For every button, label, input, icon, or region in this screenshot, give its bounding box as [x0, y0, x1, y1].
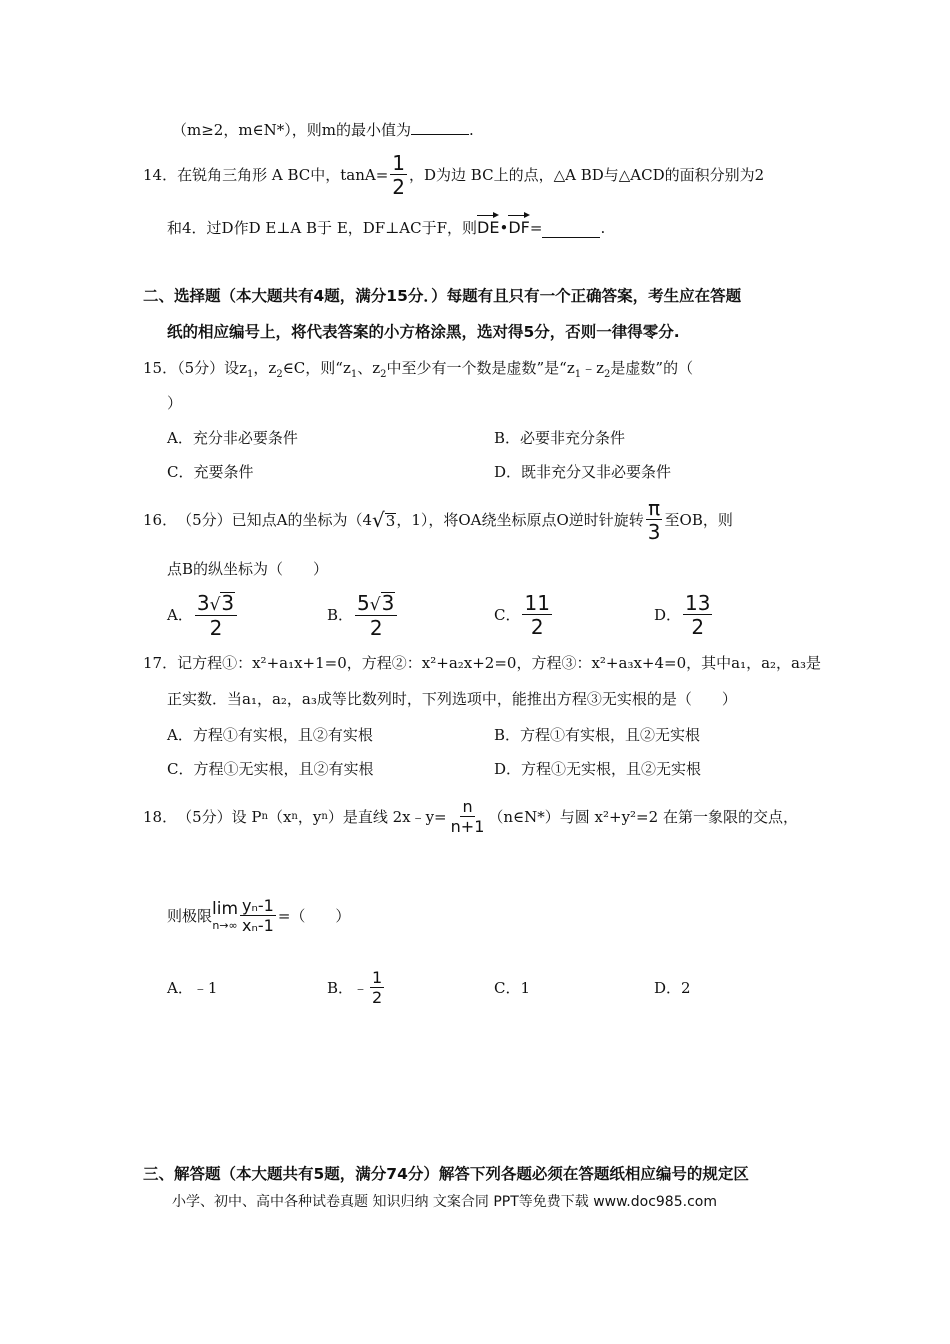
q18-text: （5分）设 P — [177, 808, 262, 826]
question-number: 14． — [143, 166, 178, 184]
q16-option-d — [654, 592, 714, 638]
question-number: 17． — [143, 654, 178, 672]
q15-text: （5分）设z — [177, 359, 248, 377]
fraction — [355, 592, 397, 638]
radicand: 3 — [381, 591, 395, 615]
q14-end: . — [600, 219, 606, 237]
limit-operator — [212, 901, 238, 931]
limit-fraction — [240, 898, 276, 934]
subscript: 2 — [604, 369, 611, 380]
frac-denominator: 2 — [372, 988, 383, 1007]
frac-numerator — [355, 592, 397, 616]
option-b: B．必要非充分条件 — [494, 429, 626, 447]
q17-line1 — [143, 653, 821, 673]
option-a: A．方程①有实根，且②有实根 — [167, 726, 373, 744]
q16-option-a — [167, 592, 239, 638]
option-a: A．﹣1 — [167, 979, 218, 997]
section2-heading-line1: 二、选择题（本大题共有4题，满分15分．）每题有且只有一个正确答案，考生应在答题 — [143, 287, 742, 305]
q17-text: 记方程①：x²+a₁x+1=0，方程②：x²+a₂x+2=0，方程③：x²+a₃x+4=0，其中a₁，a₂，a₃是 — [177, 654, 822, 672]
option-label: D． — [654, 606, 682, 624]
q18-text: ，y — [297, 808, 322, 826]
limit-prefix: 则极限 — [167, 907, 213, 925]
radicand: 3 — [221, 591, 235, 615]
equals-sign: = — [529, 219, 543, 237]
frac-denominator: 2 — [691, 615, 705, 639]
coefficient: 5 — [357, 591, 370, 615]
frac-numerator: 1 — [392, 151, 406, 175]
question-number: 15． — [143, 359, 178, 377]
q13-tail — [172, 120, 474, 140]
fraction — [195, 592, 237, 638]
coefficient: 3 — [196, 591, 210, 615]
question-number: 16． — [143, 511, 178, 529]
q14-line2 — [167, 214, 605, 238]
radicand: 3 — [385, 512, 396, 531]
q14-text-b: ，D为边 BC上的点，△A BD与△ACD的面积分别为2 — [409, 166, 765, 184]
q15-text: ﹣z — [581, 359, 605, 377]
frac-numerator: yₙ-1 — [242, 896, 274, 915]
dot-product-sign: • — [499, 219, 509, 237]
option-c: C．1 — [494, 979, 531, 997]
frac-denominator: 2 — [209, 616, 223, 640]
q13-end: . — [469, 121, 474, 139]
subscript: 2 — [276, 369, 283, 380]
fraction-pi-over-3 — [646, 498, 663, 542]
q16-text-a: （5分）已知点A的坐标为（4 — [177, 511, 373, 529]
option-d: D．2 — [654, 979, 691, 997]
frac-denominator: 2 — [392, 175, 406, 199]
subscript: n — [321, 811, 328, 822]
subscript: n — [261, 811, 268, 822]
option-b — [327, 966, 386, 1010]
option-c: C．方程①无实根，且②有实根 — [167, 760, 374, 778]
q15-close-paren: ） — [167, 394, 183, 412]
answer-blank — [542, 223, 600, 238]
q16-line1 — [143, 497, 733, 543]
frac-denominator: 2 — [369, 616, 383, 640]
option-d: D．既非充分又非必要条件 — [494, 463, 672, 481]
sqrt-icon: √ 3 — [209, 591, 235, 615]
q18-text: ）是直线 2x﹣y= — [327, 808, 447, 826]
frac-denominator: n+1 — [450, 817, 485, 836]
frac-numerator: π — [648, 496, 661, 520]
frac-denominator: 2 — [530, 615, 544, 639]
lim-subscript: n→∞ — [212, 919, 238, 932]
lim-word: lim — [212, 899, 239, 919]
q18-text: （x — [267, 808, 292, 826]
q14-line1 — [143, 151, 765, 199]
q15-line1 — [143, 358, 693, 385]
q16-option-c — [494, 592, 554, 638]
q18-line1 — [143, 795, 798, 839]
limit-suffix: =（ ） — [277, 907, 351, 925]
section2-heading-line2: 纸的相应编号上，将代表答案的小方格涂黑，选对得5分，否则一律得零分. — [167, 323, 680, 341]
q15-text: 是虚数”的（ — [610, 359, 694, 377]
fraction-n-over-n-plus-1 — [449, 799, 487, 835]
frac-numerator: 11 — [524, 591, 550, 615]
section3-heading: 三、解答题（本大题共有5题，满分74分）解答下列各题必须在答题纸相应编号的规定区 — [143, 1165, 749, 1183]
footer-watermark: 小学、初中、高中各种试卷真题 知识归纳 文案合同 PPT等免费下载 www.doc985.com — [172, 1194, 717, 1210]
q15-text: ∈C，则“z — [282, 359, 351, 377]
q14-text-c: 和4．过D作D E⊥A B于 E，DF⊥AC于F，则 — [167, 219, 478, 237]
sqrt-three: √ 3 — [372, 508, 396, 532]
frac-numerator: 13 — [685, 591, 711, 615]
q16-text-c: 至OB，则 — [664, 511, 733, 529]
q18-limit-line — [167, 888, 350, 944]
q15-text: 中至少有一个数是虚数”是“z — [386, 359, 575, 377]
option-c: C．充要条件 — [167, 463, 254, 481]
answer-blank — [411, 120, 469, 135]
option-d: D．方程①无实根，且②无实根 — [494, 760, 702, 778]
q17-line2: 正实数．当a₁，a₂，a₃成等比数列时，下列选项中，能推出方程③无实根的是（ ） — [167, 690, 737, 708]
frac-numerator — [195, 592, 237, 616]
fraction-one-half — [390, 153, 407, 197]
question-number: 18． — [143, 808, 178, 826]
q16-option-b — [327, 592, 399, 638]
frac-numerator: n — [462, 797, 473, 816]
fraction — [683, 593, 712, 637]
option-label: A． — [167, 606, 193, 624]
frac-denominator: xₙ-1 — [242, 916, 274, 935]
option-b: B．方程①有实根，且②无实根 — [494, 726, 701, 744]
vector-de: DE — [477, 214, 499, 238]
fraction — [522, 593, 551, 637]
vector-df: DF — [508, 214, 530, 238]
q16-line2: 点B的纵坐标为（ ） — [167, 560, 329, 578]
q15-text: 、z — [357, 359, 381, 377]
frac-denominator: 3 — [647, 520, 661, 544]
q16-text-b: ，1），将OA绕坐标原点O逆时针旋转 — [396, 511, 644, 529]
q14-text-a: 在锐角三角形 A BC中，tanA= — [177, 166, 389, 184]
subscript: 1 — [574, 369, 582, 380]
option-label: C． — [494, 606, 521, 624]
q13-condition: （m≥2，m∈N*），则m的最小值为 — [172, 121, 412, 139]
q18-text: （n∈N*）与圆 x²+y²=2 在第一象限的交点， — [488, 808, 798, 826]
subscript: 1 — [247, 369, 254, 380]
subscript: 1 — [350, 369, 358, 380]
subscript: 2 — [380, 369, 387, 380]
fraction-one-half — [370, 970, 384, 1006]
option-a: A．充分非必要条件 — [167, 429, 298, 447]
option-label: B．﹣ — [327, 979, 369, 997]
q15-text: ，z — [253, 359, 277, 377]
frac-numerator: 1 — [372, 968, 383, 987]
subscript: n — [291, 811, 298, 822]
sqrt-icon: √ 3 — [369, 591, 395, 615]
option-label: B． — [327, 606, 354, 624]
